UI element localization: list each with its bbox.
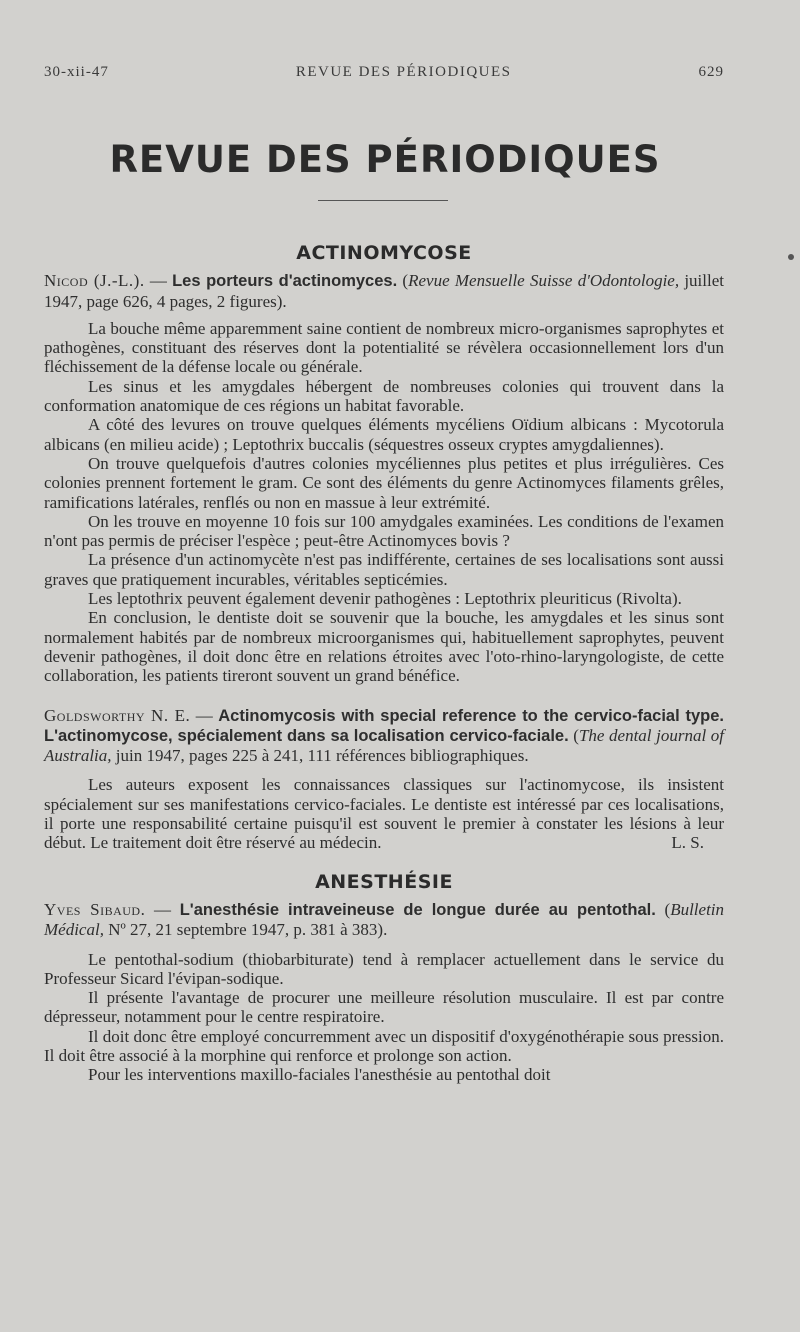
section-heading-actinomycose: ACTINOMYCOSE	[296, 242, 472, 264]
review-entry-sibaud	[44, 900, 724, 1085]
entry-reference	[44, 900, 724, 940]
body-paragraph: On trouve quelquefois d'autres colonies mycéliennes plus petites et plus irrégulières. Ces colonies prennent fortement le gram. Ce sont des éléments du genre Actinomyces filaments grêles, ramifications latérales, renflés ou non en massue à leur extrémité.	[44, 453, 724, 512]
entry-title: Actinomycosis with special reference to the cervico-facial type. L'actinomycose, spécialement dans sa localisation cervico-faciale.	[44, 706, 725, 745]
entry-source-open: (	[397, 271, 409, 291]
header-page-number: 629	[698, 64, 724, 80]
body-paragraph: Pour les interventions maxillo-faciales l'anesthésie au pentothal doit	[88, 1065, 551, 1085]
entry-source-journal: Revue Mensuelle Suisse d'Odontologie,	[408, 271, 680, 291]
entry-source-journal: Bulletin Médical,	[44, 899, 725, 940]
body-paragraph: A côté des levures on trouve quelques éléments mycéliens Oïdium albicans : Mycotorula albicans (en milieu acide) ; Leptothrix buccalis (séquestres osseux cryptes amygdaliennes).	[44, 415, 724, 454]
entry-source-open: (	[655, 899, 671, 919]
body-paragraph: Les leptothrix peuvent également devenir pathogènes : Leptothrix pleuriticus (Rivolta).	[88, 589, 682, 609]
entry-source-open: (	[568, 725, 579, 745]
body-paragraph: On les trouve en moyenne 10 fois sur 100 amydgales examinées. Les conditions de l'examen n'ont pas permis de préciser l'espèce ; peut-être Actinomyces bovis ?	[44, 511, 724, 551]
entry-dash: —	[190, 705, 219, 725]
body-paragraph: Les sinus et les amygdales hébergent de nombreuses colonies qui trouvent dans la conformation anatomique de ces régions un habitat favorable.	[44, 376, 724, 416]
body-paragraph: Il présente l'avantage de procurer une meilleure résolution musculaire. Il est par contre dépresseur, notamment pour le centre respiratoire.	[44, 988, 724, 1027]
entry-author: Yves Sibaud.	[44, 899, 146, 919]
entry-title: Les porteurs d'actinomyces.	[172, 272, 398, 291]
entry-reference	[44, 706, 724, 766]
running-header	[44, 64, 724, 81]
body-paragraph: La présence d'un actinomycète n'est pas indifférente, certaines de ses localisations sont aussi graves que pratiquement incurables, véritables septicémies.	[44, 550, 724, 589]
body-paragraph: La bouche même apparemment saine contient de nombreux micro-organismes saprophytes et pathogènes, constituant des réserves dont la potentialité se révèlera occasionnellement lors d'un fléchissement de la défense locale ou générale.	[44, 318, 724, 377]
entry-dash: —	[144, 271, 173, 291]
page-title: REVUE DES PÉRIODIQUES	[109, 138, 661, 181]
section-anesthesie	[44, 870, 725, 1085]
header-date: 30-xii-47	[44, 64, 109, 80]
entry-dash: —	[145, 899, 180, 919]
review-entry-goldsworthy	[44, 706, 724, 853]
entry-reference	[44, 271, 724, 311]
entry-source-details: juin 1947, pages 225 à 241, 111 références bibliographiques.	[111, 746, 529, 766]
body-paragraph-text: Les auteurs exposent les connaissances classiques sur l'actinomycose, ils insistent spécialement sur ses manifestations cervico-faciales. Le dentiste est intéressé par ces localisations, il porte une responsabilité certaine puisqu'il est souvent le premier à constater les lésions à leur début. Le traitement doit être réservé au médecin.	[44, 775, 724, 853]
header-running-title: REVUE DES PÉRIODIQUES	[295, 64, 512, 80]
body-paragraph	[44, 775, 724, 852]
review-entry-nicod	[44, 271, 724, 685]
entry-source-details: juillet 1947, page 626, 4 pages, 2 figures).	[44, 271, 725, 311]
reviewer-signature: L. S.	[671, 833, 704, 853]
body-paragraph: Il doit donc être employé concurremment avec un dispositif d'oxygénothérapie sous pression. Il doit être associé à la morphine qui renforce et prolonge son action.	[44, 1026, 724, 1065]
body-paragraph: Le pentothal-sodium (thiobarbiturate) tend à remplacer actuellement dans le service du Professeur Sicard l'évipan-sodique.	[44, 949, 724, 988]
entry-source-details: Nº 27, 21 septembre 1947, p. 381 à 383).	[103, 920, 388, 940]
entry-source-journal: The dental journal of Australia,	[44, 725, 725, 766]
entry-author: Nicod (J.-L.).	[44, 271, 145, 291]
section-heading-anesthesie: ANESTHÉSIE	[315, 870, 453, 893]
entry-title: L'anesthésie intraveineuse de longue durée au pentothal.	[179, 900, 656, 919]
entry-author: Goldsworthy N. E.	[44, 705, 191, 725]
section-actinomycose	[44, 244, 724, 853]
article-content	[44, 244, 724, 1085]
body-paragraph: En conclusion, le dentiste doit se souvenir que la bouche, les amygdales et les sinus sont normalement habités par de nombreux microorganismes qui, habituellement saprophytes, peuvent devenir pathogènes, il doit donc être en relations étroites avec l'oto-rhino-laryngologiste, de cette collaboration, les patients tireront souvent un grand bénéfice.	[44, 608, 724, 686]
margin-dot	[788, 254, 794, 260]
title-divider	[318, 200, 448, 201]
